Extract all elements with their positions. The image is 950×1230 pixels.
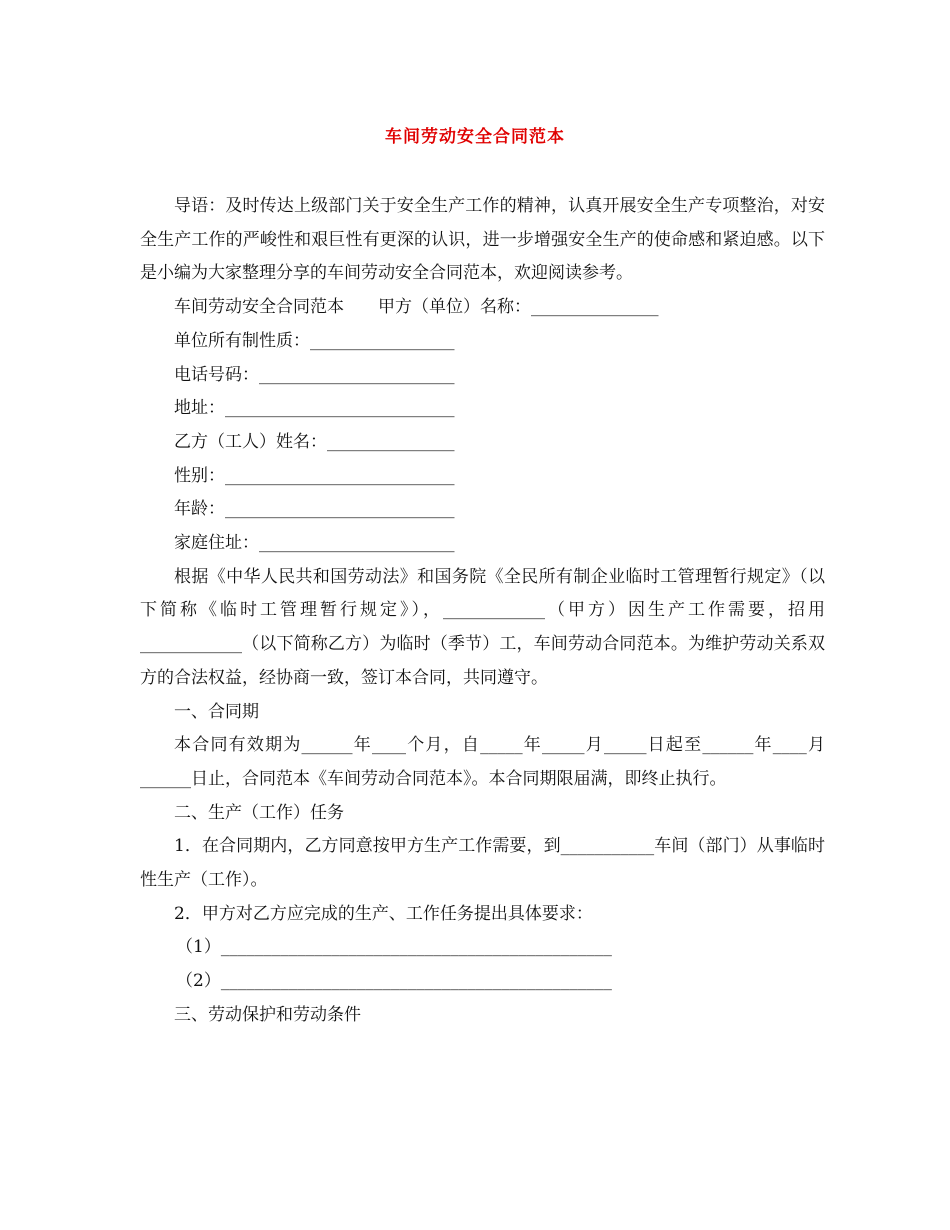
section-heading-production-task: 二、生产（工作）任务 <box>174 802 344 823</box>
section-heading-contract-term: 一、合同期 <box>174 701 259 722</box>
ownership-nature-line: 单位所有制性质：_________________ <box>174 330 455 351</box>
task-clause-1: 1．在合同期内，乙方同意按甲方生产工作需要，到___________车间（部门）从事临时性生产（工作）。 <box>140 836 825 891</box>
party-b-name-line: 乙方（工人）姓名：_______________ <box>174 431 455 452</box>
contract-term-paragraph: 本合同有效期为______年____个月，自_____年_____月_____日起至______年____月______日止，合同范本《车间劳动合同范本》。本合同期限届满，即终止执行。 <box>140 735 825 789</box>
section-heading-labor-protection: 三、劳动保护和劳动条件 <box>174 1004 361 1025</box>
document-title: 车间劳动安全合同范本 <box>385 127 565 147</box>
document-body <box>140 190 825 1033</box>
address-line: 地址：___________________________ <box>174 398 455 419</box>
legal-basis-paragraph: 根据《中华人民共和国劳动法》和国务院《全民所有制企业临时工管理暂行规定》（以下简称《临时工管理暂行规定》），____________（甲方）因生产工作需要，招用____________（以下简称乙方）为临时（季节）工，车间劳动合同范本。为维护劳动关系双方的合法权益，经协商一致，签订本合同，共同遵守。 <box>140 566 825 688</box>
task-clause-2: 2．甲方对乙方应完成的生产、工作任务提出具体要求： <box>174 903 593 924</box>
party-a-name-line: 车间劳动安全合同范本 甲方（单位）名称：_______________ <box>174 297 659 318</box>
home-address-line: 家庭住址：_______________________ <box>174 533 455 554</box>
age-line: 年龄：___________________________ <box>174 499 455 520</box>
intro-paragraph: 导语：及时传达上级部门关于安全生产工作的精神，认真开展安全生产专项整治，对安全生产工作的严峻性和艰巨性有更深的认识，进一步增强安全生产的使命感和紧迫感。以下是小编为大家整理分享的车间劳动安全合同范本，欢迎阅读参考。 <box>140 196 825 284</box>
gender-line: 性别：___________________________ <box>174 465 455 486</box>
task-requirement-2: （2）______________________________________________ <box>176 971 612 992</box>
task-requirement-1: （1）______________________________________________ <box>176 937 612 958</box>
phone-line: 电话号码：_______________________ <box>174 364 455 385</box>
